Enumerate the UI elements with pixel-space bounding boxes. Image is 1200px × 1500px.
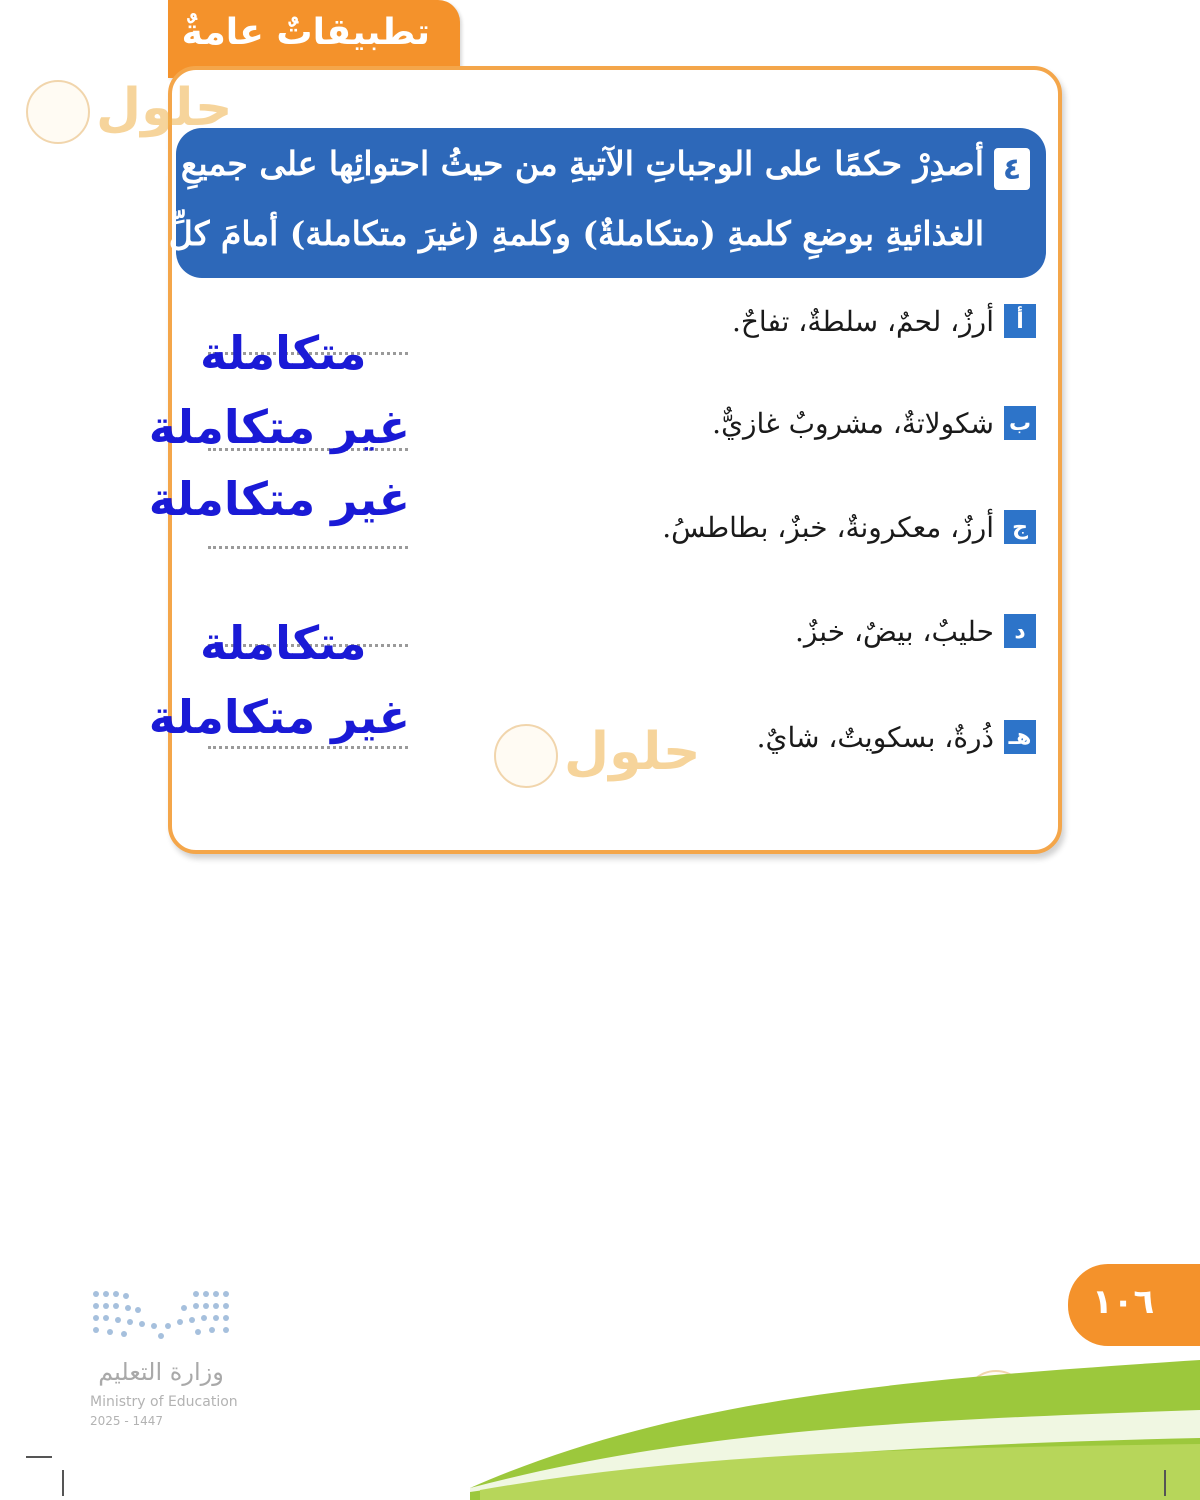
item-label: ج <box>1004 510 1036 544</box>
answer-text[interactable]: غير متكاملة <box>148 472 410 526</box>
list-item <box>795 614 1036 648</box>
ministry-logo <box>86 1286 246 1436</box>
crop-mark <box>26 1456 52 1458</box>
list-item <box>712 406 1036 440</box>
item-text: أرزٌ، لحمٌ، سلطةٌ، تفاحٌ. <box>731 304 994 338</box>
answer-text[interactable]: غير متكاملة <box>148 400 410 454</box>
item-label: أ <box>1004 304 1036 338</box>
crop-mark <box>1164 1470 1166 1496</box>
page-number: ١٠٦ <box>1092 1282 1155 1322</box>
list-item <box>732 304 1036 338</box>
watermark-text: حلول <box>96 78 233 138</box>
watermark-icon <box>494 724 558 788</box>
item-text: حليبٌ، بيضٌ، خبزٌ. <box>794 614 994 648</box>
page-number-badge <box>1068 1264 1200 1346</box>
question-text-line-2: الغذائيةِ بوضعِ كلمةِ (متكاملةٌ) وكلمةِ (غيرَ متكاملة) أمامَ كلِّ وجبةٍ : <box>69 214 984 253</box>
ministry-name-english: Ministry of Education <box>90 1394 238 1410</box>
ministry-dots-icon <box>86 1286 236 1346</box>
decorative-wave <box>470 1340 1200 1500</box>
ministry-year: 2025 - 1447 <box>90 1414 164 1428</box>
answer-line <box>208 546 408 549</box>
item-label: د <box>1004 614 1036 648</box>
question-band <box>69 128 1046 278</box>
item-text: ذُرةٌ، بسكويتٌ، شايٌ. <box>756 720 994 754</box>
item-text: أرزٌ، معكرونةٌ، خبزٌ، بطاطسُ. <box>662 510 994 544</box>
answer-text[interactable]: متكاملة <box>200 326 367 380</box>
answer-line <box>208 746 408 749</box>
answer-text[interactable]: متكاملة <box>200 616 367 670</box>
question-number: ٤ <box>994 148 1030 190</box>
ministry-name-arabic: وزارة التعليم <box>98 1358 224 1386</box>
list-item <box>662 510 1036 544</box>
item-label: هـ <box>1004 720 1036 754</box>
question-text-line-1: أصدِرْ حكمًا على الوجباتِ الآتيةِ من حيثُ احتوائِها على جميعِ الموادِّ <box>90 144 984 183</box>
crop-mark <box>62 1470 64 1496</box>
list-item <box>757 720 1036 754</box>
watermark-text: حلول <box>564 722 701 782</box>
watermark-icon <box>26 80 90 144</box>
section-title: تطبيقاتٌ عامةٌ <box>181 12 430 53</box>
item-label: ب <box>1004 406 1036 440</box>
answer-text[interactable]: غير متكاملة <box>148 690 410 744</box>
item-text: شكولاتةٌ، مشروبٌ غازيٌّ. <box>712 406 994 440</box>
